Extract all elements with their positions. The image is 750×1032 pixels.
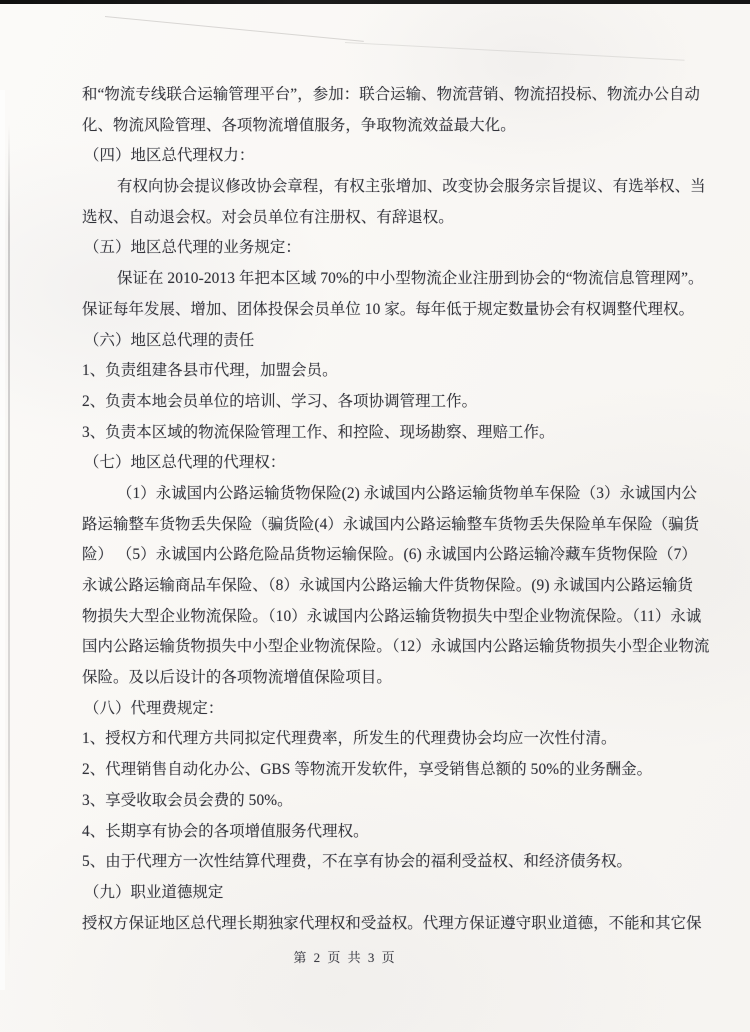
- document-line: 国内公路运输货物损失中小型企业物流保险。（12）永诚国内公路运输货物损失小型企业物流: [82, 638, 710, 656]
- document-line: 保证在 2010-2013 年把本区域 70%的中小型物流企业注册到协会的“物流信息管理网”。: [117, 270, 704, 288]
- paper-fold-line: [8, 125, 10, 965]
- section-heading: （六）地区总代理的责任: [84, 331, 255, 349]
- section-heading: （四）地区总代理权力：: [84, 147, 255, 165]
- document-line: 授权方保证地区总代理长期独家代理权和受益权。代理方保证遵守职业道德，不能和其它保: [82, 914, 702, 932]
- document-line: 和“物流专线联合运输管理平台”，参加：联合运输、物流营销、物流招投标、物流办公自动: [82, 86, 700, 103]
- document-line: 永诚公路运输商品车保险、（8）永诚国内公路运输大件货物保险。(9) 永诚国内公路运输货: [82, 577, 693, 594]
- document-line: 险） （5）永诚国内公路危险品货物运输保险。(6) 永诚国内公路运输冷藏车货物保险（7）: [82, 546, 697, 564]
- section-heading: （七）地区总代理的代理权：: [84, 454, 286, 472]
- section-heading: （九）职业道德规定: [84, 883, 224, 901]
- document-line: 化、物流风险管理、各项物流增值服务，争取物流效益最大化。: [82, 116, 516, 134]
- section-heading: （五）地区总代理的业务规定：: [84, 239, 301, 257]
- document-line: 1、负责组建各县市代理，加盟会员。: [82, 362, 338, 380]
- scanner-edge-artifact: [0, 0, 750, 4]
- document-body: [82, 80, 712, 939]
- document-line: 2、负责本地会员单位的培训、学习、各项协调管理工作。: [82, 392, 478, 410]
- paper-crease: [105, 16, 364, 42]
- document-line: 4、长期享有协会的各项增值服务代理权。: [82, 822, 369, 840]
- document-line: 1、授权方和代理方共同拟定代理费率，所发生的代理费协会均应一次性付清。: [82, 730, 617, 748]
- document-line: 选权、自动退会权。对会员单位有注册权、有辞退权。: [82, 208, 454, 226]
- page-footer: 第 2 页 共 3 页: [293, 950, 397, 965]
- document-line: 5、由于代理方一次性结算代理费，不在享有协会的福利受益权、和经济债务权。: [82, 853, 632, 871]
- paper-crease: [345, 42, 685, 61]
- document-line: 有权向协会提议修改协会章程，有权主张增加、改变协会服务宗旨提议、有选举权、当: [117, 178, 706, 196]
- section-heading: （八）代理费规定：: [84, 699, 224, 717]
- document-line: 3、负责本区域的物流保险管理工作、和控险、现场勘察、理赔工作。: [82, 423, 555, 441]
- page-edge-highlight: [0, 90, 5, 990]
- document-line: （1）永诚国内公路运输货物保险(2) 永诚国内公路运输货物单车保险（3）永诚国内公: [117, 484, 697, 502]
- document-line: 3、享受收取会员会费的 50%。: [82, 791, 293, 809]
- document-line: 保险。及以后设计的各项物流增值保险项目。: [82, 669, 392, 687]
- document-line: 物损失大型企业物流保险。（10）永诚国内公路运输货物损失中型企业物流保险。（11）永诚: [82, 607, 702, 625]
- document-line: 路运输整车货物丢失保险（骗货险(4）永诚国内公路运输整车货物丢失保险单车保险（骗货: [82, 515, 700, 533]
- document-line: 保证每年发展、增加、团体投保会员单位 10 家。每年低于规定数量协会有权调整代理权。: [82, 300, 695, 318]
- document-line: 2、代理销售自动化办公、GBS 等物流开发软件，享受销售总额的 50%的业务酬金。: [82, 761, 653, 779]
